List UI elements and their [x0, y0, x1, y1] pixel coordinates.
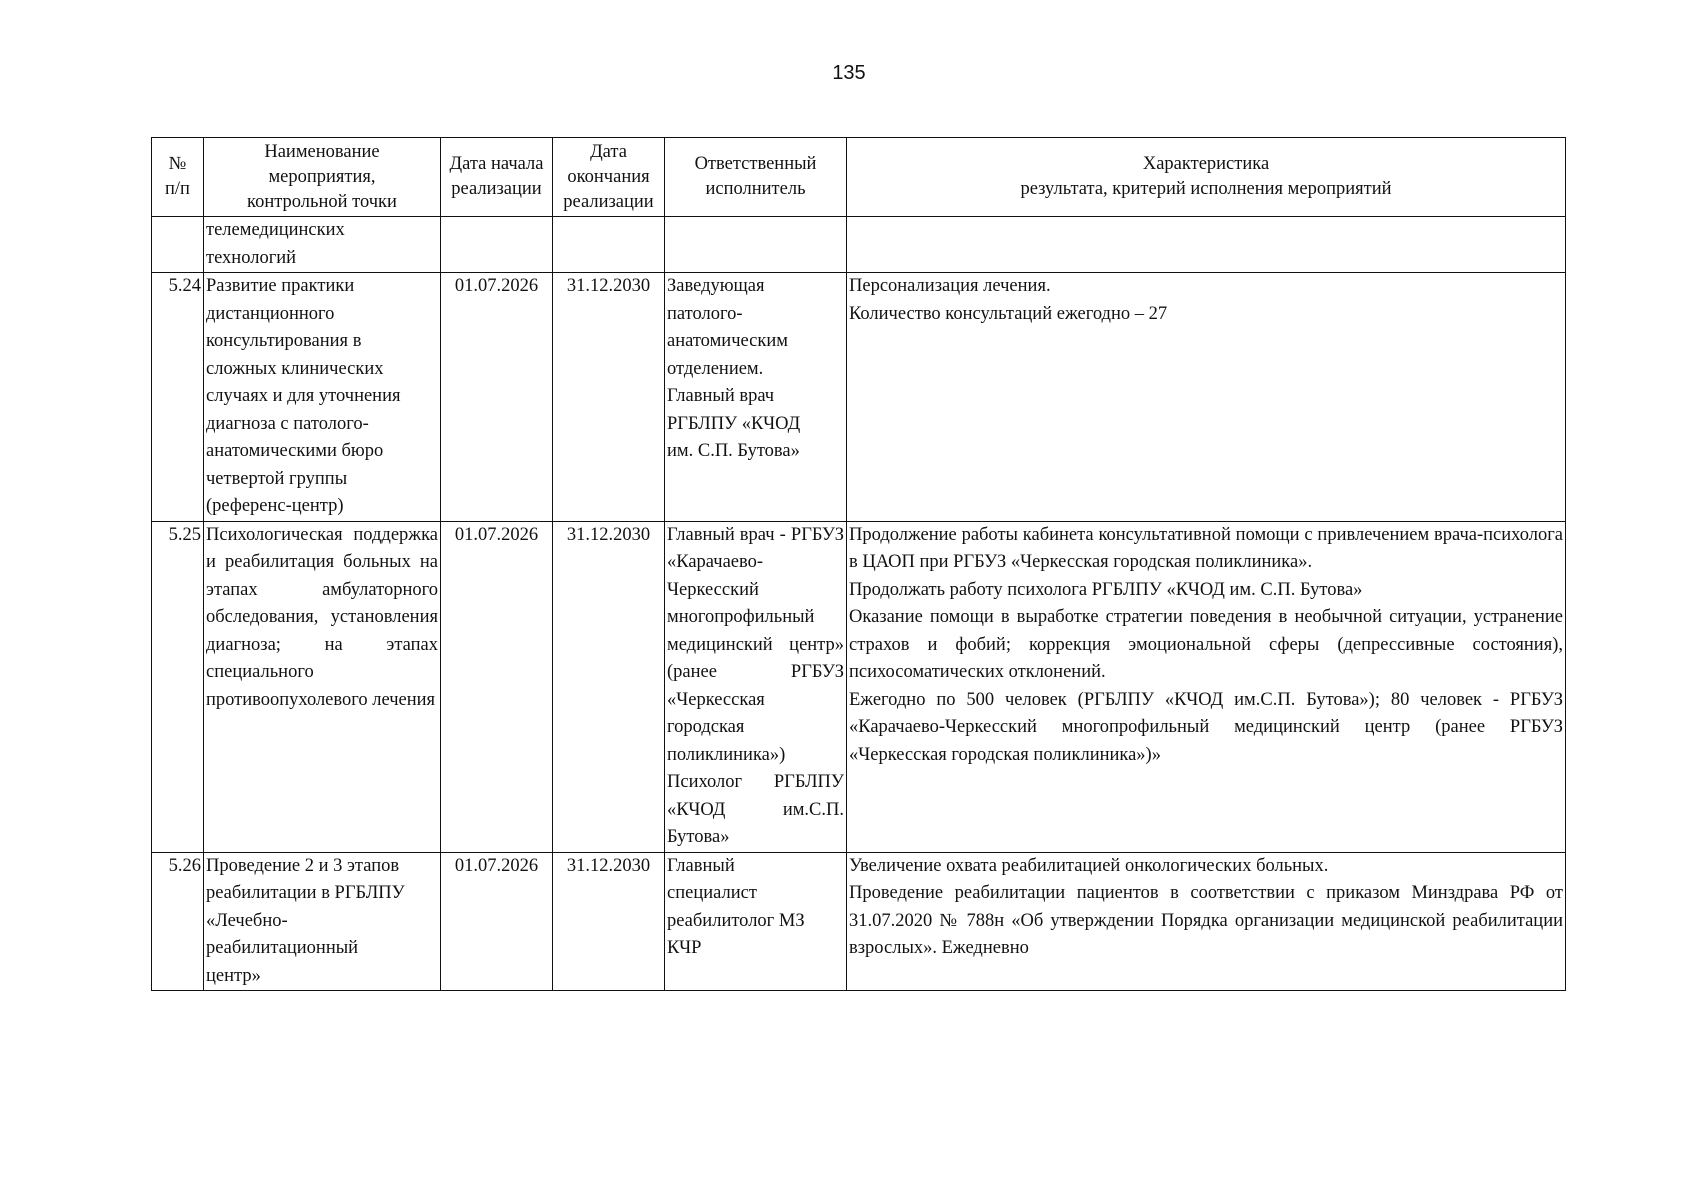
- table-header-row: [152, 138, 1566, 217]
- row-number: [152, 217, 204, 273]
- row-start-date: 01.07.2026: [441, 521, 553, 852]
- header-end-date: Дата окончания реализации: [553, 138, 665, 217]
- result-paragraph: Увеличение охвата реабилитацией онкологических больных.: [849, 855, 1329, 876]
- row-result: [847, 852, 1566, 991]
- row-measure-name: Проведение 2 и 3 этапов реабилитации в РГБЛПУ «Лечебно- реабилитационный центр»: [204, 852, 441, 991]
- result-paragraph: Количество консультаций ежегодно – 27: [849, 303, 1168, 324]
- result-paragraph: Персонализация лечения.: [849, 276, 1051, 296]
- table-row: [152, 521, 1566, 852]
- result-paragraph: Продолжать работу психолога РГБЛПУ «КЧОД им. С.П. Бутова»: [849, 579, 1363, 600]
- header-number: № п/п: [152, 138, 204, 217]
- row-end-date: [553, 217, 665, 273]
- row-end-date: 31.12.2030: [553, 852, 665, 991]
- row-start-date: 01.07.2026: [441, 273, 553, 522]
- result-paragraph: Оказание помощи в выработке стратегии поведения в необычной ситуации, устранение страхов и фобий; коррекция эмоциональной сферы (депрессивные состояния), психосоматических отклонений.: [849, 607, 1563, 682]
- page-number: 135: [832, 62, 866, 84]
- row-number: 5.25: [152, 521, 204, 852]
- table-row: [152, 273, 1566, 522]
- row-responsible: Главный специалист реабилитолог МЗ КЧР: [665, 852, 847, 991]
- row-responsible: Главный врач - РГБУЗ «Карачаево-Черкесский многопрофильный медицинский центр» (ранее РГБУЗ «Черкесская городская поликлиника») Психолог РГБЛПУ «КЧОД им.С.П. Бутова»: [665, 521, 847, 852]
- row-start-date: [441, 217, 553, 273]
- row-measure-name: Развитие практики дистанционного консультирования в сложных клинических случаях и для уточнения диагноза с патолого- анатомическими бюро четвертой группы (референс-центр): [204, 273, 441, 522]
- row-result: [847, 217, 1566, 273]
- table-row: [152, 852, 1566, 991]
- measures-table: [151, 137, 1566, 991]
- header-result: Характеристика результата, критерий исполнения мероприятий: [847, 138, 1566, 217]
- row-start-date: 01.07.2026: [441, 852, 553, 991]
- header-measure-name: Наименование мероприятия, контрольной точки: [204, 138, 441, 217]
- result-paragraph: Продолжение работы кабинета консультативной помощи с привлечением врача-психолога в ЦАОП при РГБУЗ «Черкесская городская поликлиника».: [849, 524, 1563, 572]
- row-number: 5.24: [152, 273, 204, 522]
- header-start-date: Дата начала реализации: [441, 138, 553, 217]
- row-end-date: 31.12.2030: [553, 273, 665, 522]
- result-paragraph: Ежегодно по 500 человек (РГБЛПУ «КЧОД им.С.П. Бутова»); 80 человек - РГБУЗ «Карачаево-Черкесский многопрофильный медицинский центр (ранее РГБУЗ «Черкесская городская поликлиника»)»: [849, 689, 1563, 765]
- row-end-date: 31.12.2030: [553, 521, 665, 852]
- row-measure-name: телемедицинских технологий: [204, 217, 441, 273]
- table-row: [152, 217, 1566, 273]
- row-responsible: Заведующая патолого- анатомическим отделением. Главный врач РГБЛПУ «КЧОД им. С.П. Бутова»: [665, 273, 847, 522]
- header-responsible: Ответственный исполнитель: [665, 138, 847, 217]
- row-result: [847, 273, 1566, 522]
- row-number: 5.26: [152, 852, 204, 991]
- result-paragraph: Проведение реабилитации пациентов в соответствии с приказом Минздрава РФ от 31.07.2020 № 788н «Об утверждении Порядка организации медицинской реабилитации взрослых». Ежедневно: [849, 883, 1563, 958]
- row-result: [847, 521, 1566, 852]
- row-responsible: [665, 217, 847, 273]
- row-measure-name: Психологическая поддержка и реабилитация больных на этапах амбулаторного обследования, установления диагноза; на этапах специального противоопухолевого лечения: [204, 521, 441, 852]
